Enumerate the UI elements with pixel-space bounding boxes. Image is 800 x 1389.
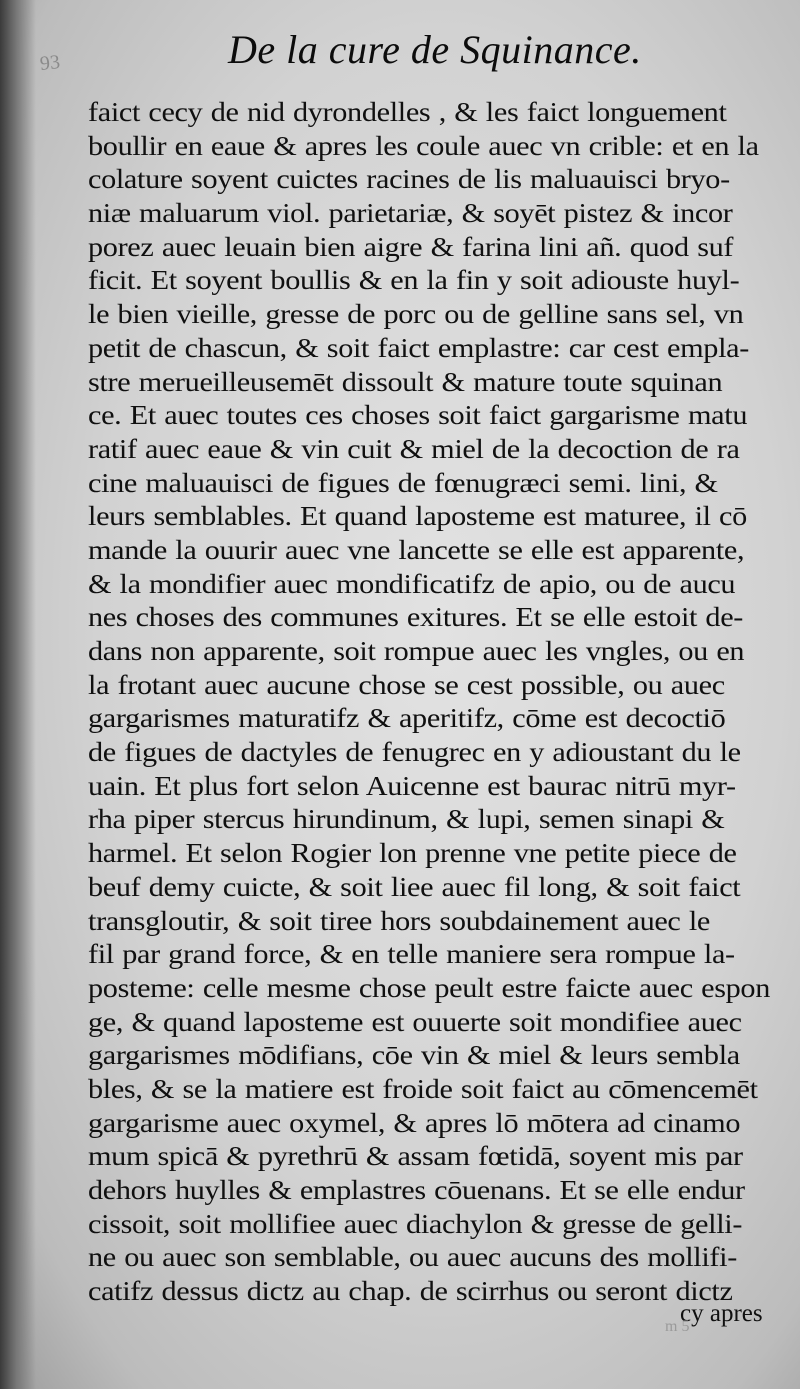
text-line: colature soyent cuictes racines de lis maluauisci bryo- <box>88 164 730 195</box>
running-title: De la cure de Squinance. <box>228 27 642 72</box>
text-line: de figues de dactyles de fenugrec en y adioustant du le <box>88 737 741 768</box>
page-number: 93 <box>38 51 62 75</box>
text-line: le bien vieille, gresse de porc ou de gelline sans sel, vn <box>88 299 744 330</box>
text-line: rha piper stercus hirundinum, & lupi, semen sinapi & <box>88 804 725 835</box>
text-line: mande la ouurir auec vne lancette se elle est apparente, <box>88 534 745 565</box>
text-line: nes choses des communes exitures. Et se elle estoit de- <box>88 602 744 633</box>
text-line: ge, & quand laposteme est ouuerte soit mondifiee auec <box>88 1006 742 1037</box>
text-line: fil par grand force, & en telle maniere sera rompue la- <box>88 939 735 970</box>
text-line: la frotant auec aucune chose se cest possible, ou auec <box>88 669 725 700</box>
text-line: transgloutir, & soit tiree hors soubdainement auec le <box>88 905 711 936</box>
text-line: & la mondifier auec mondificatifz de apio, ou de aucu <box>88 568 736 599</box>
text-line: dehors huylles & emplastres cōuenans. Et se elle endur <box>88 1175 745 1205</box>
text-line: ficit. Et soyent boullis & en la fin y soit adiouste huyl- <box>88 265 740 296</box>
text-line: posteme: celle mesme chose peult estre faicte auec espon <box>88 972 771 1003</box>
text-line: leurs semblables. Et quand laposteme est maturee, il cō <box>88 501 747 532</box>
text-line: uain. Et plus fort selon Auicenne est baurac nitrū myr- <box>88 770 736 801</box>
text-line: bles, & se la matiere est froide soit faict au cōmencemēt <box>88 1073 758 1104</box>
text-line: catifz dessus dictz au chap. de scirrhus ou seront dictz <box>88 1276 733 1307</box>
text-line: beuf demy cuicte, & soit liee auec fil long, & soit faict <box>88 871 741 902</box>
text-line: porez auec leuain bien aigre & farina lini añ. quod suf <box>88 231 734 262</box>
text-line: ce. Et auec toutes ces choses soit faict gargarisme matu <box>88 400 748 431</box>
body-text <box>88 96 788 1309</box>
text-line: cine maluauisci de figues de fœnugræci semi. lini, & <box>88 467 718 498</box>
text-line: harmel. Et selon Rogier lon prenne vne petite piece de <box>88 838 737 869</box>
text-line: mum spicā & pyrethrū & assam fœtidā, soyent mis par <box>88 1141 743 1172</box>
text-line: ratif auec eaue & vin cuit & miel de la decoction de ra <box>88 433 740 464</box>
binding-gutter-shadow <box>0 0 36 1389</box>
text-line: dans non apparente, soit rompue auec les vngles, ou en <box>88 636 745 666</box>
text-line: cissoit, soit mollifiee auec diachylon & gresse de gelli- <box>88 1208 743 1239</box>
text-line: gargarisme auec oxymel, & apres lō mōtera ad cinamo <box>88 1107 741 1138</box>
text-line: gargarismes mōdifians, cōe vin & miel & leurs sembla <box>88 1040 740 1071</box>
text-line: ne ou auec son semblable, ou auec aucuns des mollifi- <box>88 1242 737 1273</box>
signature-mark: m 5 <box>665 1318 690 1335</box>
text-line: gargarismes maturatifz & aperitifz, cōme est decoctiō <box>88 703 726 734</box>
text-line: faict cecy de nid dyrondelles , & les faict longuement <box>88 97 727 127</box>
text-line: niæ maluarum viol. parietariæ, & soyēt pistez & incor <box>88 198 733 229</box>
text-line: boullir en eaue & apres les coule auec vn crible: et en la <box>88 130 759 161</box>
text-line: petit de chascun, & soit faict emplastre: car cest empla- <box>88 332 749 363</box>
text-line: stre merueilleusemēt dissoult & mature toute squinan <box>88 366 723 397</box>
catchword: cy apres <box>680 1300 763 1327</box>
